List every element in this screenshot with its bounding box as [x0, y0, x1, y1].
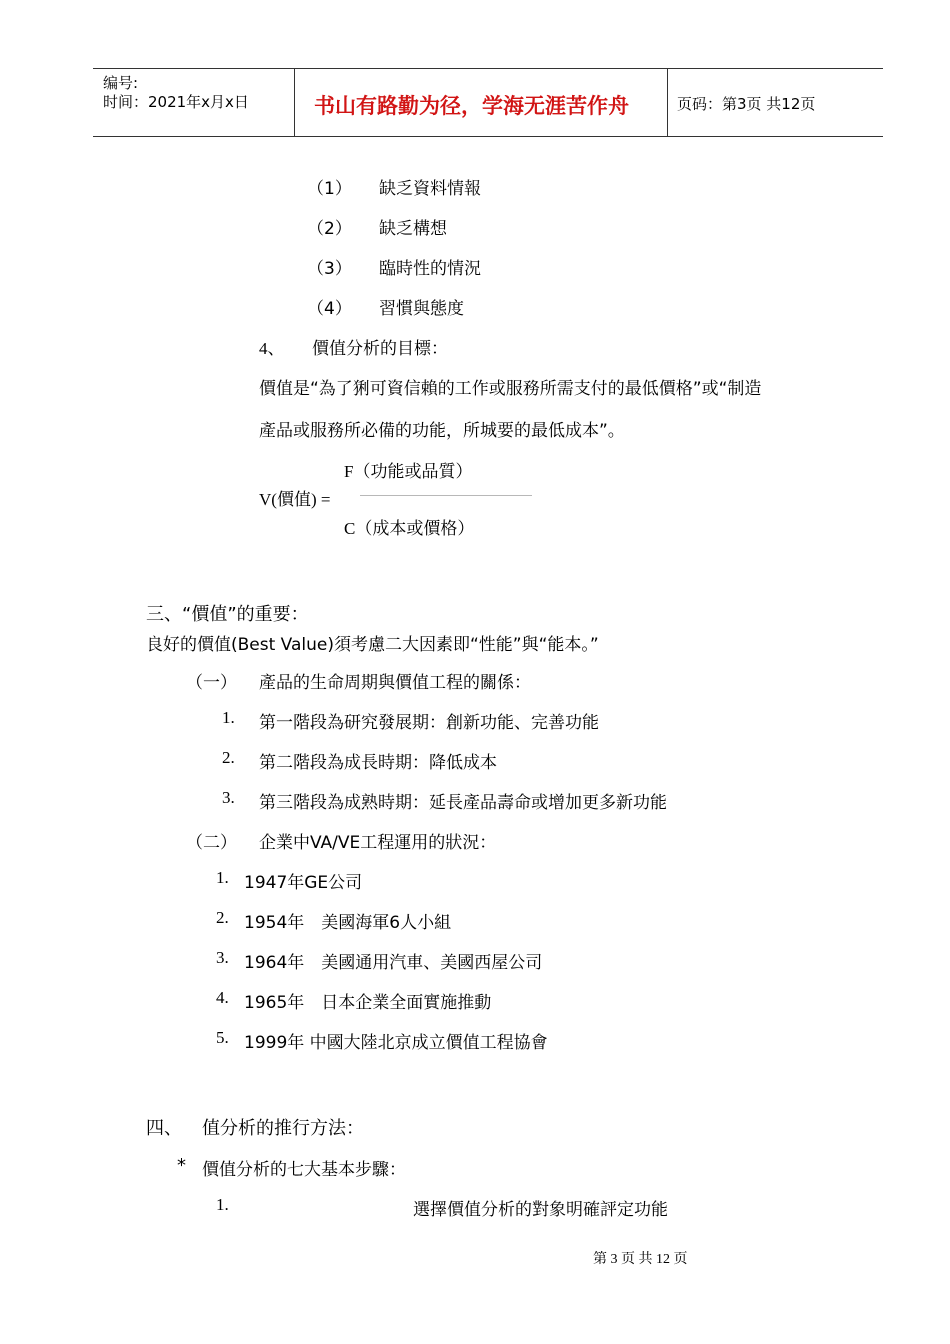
section-num: 四、	[146, 1118, 182, 1139]
section-heading: 值分析的推行方法：	[202, 1118, 364, 1139]
list-item-num: 2.	[222, 748, 235, 767]
reason-num: （4）	[307, 299, 352, 319]
reason-num: （1）	[307, 179, 352, 199]
list-item-num: 3.	[216, 948, 229, 967]
list-item: 第二階段為成長時期：降低成本	[259, 753, 497, 773]
formula-denominator: C（成本或價格）	[344, 519, 475, 538]
reason-num: （3）	[307, 259, 352, 279]
formula-lhs: V(價值) =	[259, 490, 331, 509]
list-item: 1947年GE公司	[244, 873, 363, 893]
list-item-num: 1.	[222, 708, 235, 727]
reason-text: 臨時性的情況	[379, 259, 481, 279]
list-item-num: 2.	[216, 908, 229, 927]
list-item-num: 3.	[222, 788, 235, 807]
section-heading: 三、“價值”的重要：	[146, 604, 309, 625]
reason-text: 缺乏構想	[379, 219, 447, 239]
list-item: 第一階段為研究發展期：創新功能、完善功能	[259, 713, 599, 733]
subsection-title: 企業中VA/VE工程運用的狀況：	[259, 833, 497, 853]
subsection-title: 價值分析的七大基本步驟：	[202, 1160, 406, 1180]
fraction-line	[360, 495, 532, 496]
goal-heading: 價值分析的目標：	[312, 339, 448, 359]
reason-text: 習慣與態度	[379, 299, 464, 319]
header-right-cell	[667, 69, 883, 136]
page-info: 页码：第3页 共12页	[677, 95, 816, 113]
list-item-num: 1.	[216, 1195, 229, 1214]
page-header	[93, 68, 883, 137]
reason-num: （2）	[307, 219, 352, 239]
section-intro: 良好的價值(Best Value)須考慮二大因素即“性能”與“能本。”	[146, 635, 599, 655]
formula-numerator: F（功能或品質）	[344, 462, 473, 481]
goal-number: 4、	[259, 339, 285, 358]
list-item-num: 4.	[216, 988, 229, 1007]
list-item: 選擇價值分析的對象明確評定功能	[413, 1200, 668, 1220]
list-item: 1964年 美國通用汽車、美國西屋公司	[244, 953, 543, 973]
list-item-num: 1.	[216, 868, 229, 887]
subsection-num: （二）	[186, 833, 237, 853]
time-label: 时间：2021年x月x日	[103, 93, 249, 111]
page-footer: 第 3 页 共 12 页	[593, 1252, 688, 1267]
subsection-title: 產品的生命周期與價值工程的關係：	[259, 673, 531, 693]
header-motto-cell	[294, 69, 668, 136]
header-left-cell	[93, 69, 295, 136]
motto: 书山有路勤为径，学海无涯苦作舟	[314, 94, 629, 118]
list-item: 1954年 美國海軍6人小組	[244, 913, 452, 933]
list-item-num: 5.	[216, 1028, 229, 1047]
goal-paragraph-line: 價值是“為了猁可資信賴的工作或服務所需支付的最低價格”或“制造	[259, 379, 762, 399]
bullet-star: *	[177, 1155, 186, 1176]
code-label: 编号:	[103, 74, 139, 92]
list-item: 1965年 日本企業全面實施推動	[244, 993, 492, 1013]
list-item: 第三階段為成熟時期：延長產品壽命或增加更多新功能	[259, 793, 667, 813]
list-item: 1999年 中國大陸北京成立價值工程協會	[244, 1033, 548, 1053]
reason-text: 缺乏資料情報	[379, 179, 481, 199]
subsection-num: （一）	[186, 673, 237, 693]
goal-paragraph-line: 產品或服務所必備的功能，所城要的最低成本”。	[259, 421, 625, 441]
